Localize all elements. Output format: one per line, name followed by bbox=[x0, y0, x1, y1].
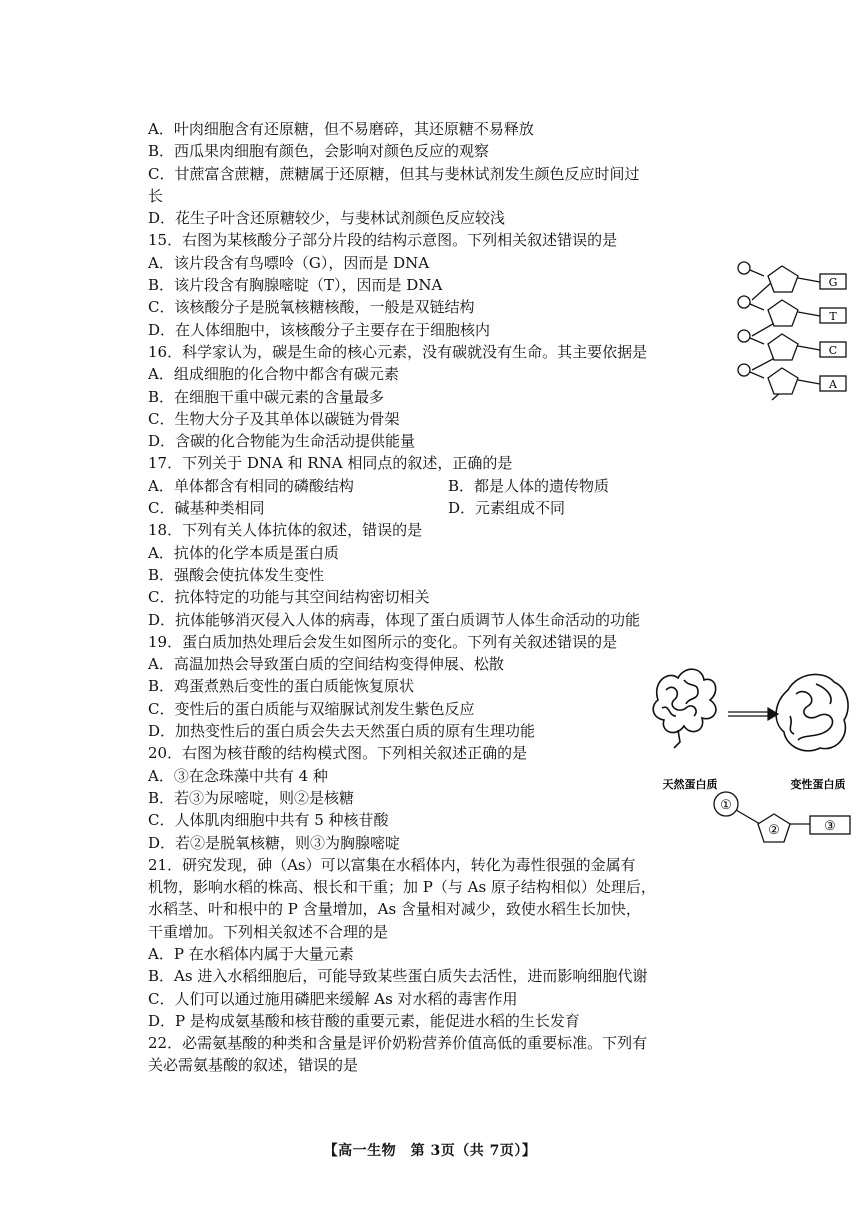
text-line: C．抗体特定的功能与其空间结构密切相关 bbox=[148, 588, 430, 607]
text-line: B．As 进入水稻细胞后，可能导致某些蛋白质失去活性，进而影响细胞代谢 bbox=[148, 967, 648, 986]
text-line: A．③在念珠藻中共有 4 种 bbox=[148, 766, 328, 785]
text-line: 长 bbox=[148, 186, 164, 205]
base-label: A bbox=[829, 378, 837, 391]
page-footer: 【高一生物 第 3页（共 7页）】 bbox=[323, 1143, 537, 1159]
phosphate-label: ① bbox=[720, 798, 732, 813]
text-line: D．若②是脱氧核糖，则③为胸腺嘧啶 bbox=[148, 833, 401, 852]
option: B．都是人体的遗传物质 bbox=[448, 476, 610, 495]
text-line: A．抗体的化学本质是蛋白质 bbox=[148, 543, 339, 562]
text-line: B．若③为尿嘧啶，则②是核糖 bbox=[148, 788, 355, 807]
text-line: D．含碳的化合物能为生命活动提供能量 bbox=[148, 432, 416, 451]
question-20: 20．右图为核苷酸的结构模式图。下列相关叙述正确的是 bbox=[148, 744, 528, 763]
text-line: 关必需氨基酸的叙述，错误的是 bbox=[148, 1056, 359, 1075]
text-line: D．在人体细胞中，该核酸分子主要存在于细胞核内 bbox=[148, 320, 491, 339]
denatured-protein-icon bbox=[776, 674, 848, 750]
question-text bbox=[148, 118, 718, 1077]
text-line: C．人体肌肉细胞中共有 5 种核苷酸 bbox=[148, 811, 389, 830]
text-line: 机物，影响水稻的株高、根长和干重；加 P（与 As 原子结构相似）处理后， bbox=[148, 878, 656, 897]
sugar-label: ② bbox=[768, 823, 780, 838]
q17-options-row bbox=[148, 497, 718, 519]
nucleic-acid-diagram bbox=[732, 252, 854, 412]
text-line: C．该核酸分子是脱氧核糖核酸，一般是双链结构 bbox=[148, 298, 475, 317]
text-line: D．抗体能够消灭侵入人体的病毒，体现了蛋白质调节人体生命活动的功能 bbox=[148, 610, 641, 629]
nucleotide-unit bbox=[738, 262, 846, 292]
text-line: B．在细胞干重中碳元素的含量最多 bbox=[148, 387, 385, 406]
base-label: ③ bbox=[824, 819, 836, 834]
text-line: 干重增加。下列相关叙述不合理的是 bbox=[148, 922, 389, 941]
question-16: 16．科学家认为，碳是生命的核心元素，没有碳就没有生命。其主要依据是 bbox=[148, 342, 648, 361]
arrow-icon bbox=[728, 708, 778, 720]
native-protein-icon bbox=[653, 669, 716, 748]
text-line: B．该片段含有胸腺嘧啶（T），因而是 DNA bbox=[148, 276, 443, 295]
question-15: 15．右图为某核酸分子部分片段的结构示意图。下列相关叙述错误的是 bbox=[148, 231, 618, 250]
text-line: C．甘蔗富含蔗糖，蔗糖属于还原糖，但其与斐林试剂发生颜色反应时间过 bbox=[148, 164, 640, 183]
text-line: D．花生子叶含还原糖较少，与斐林试剂颜色反应较浅 bbox=[148, 209, 506, 228]
nucleotide-diagram bbox=[712, 790, 856, 852]
base-label: T bbox=[829, 310, 837, 323]
question-18: 18．下列有关人体抗体的叙述，错误的是 bbox=[148, 521, 423, 540]
text-line: A．组成细胞的化合物中都含有碳元素 bbox=[148, 365, 399, 384]
text-line: B．强酸会使抗体发生变性 bbox=[148, 565, 325, 584]
nucleotide-unit bbox=[738, 296, 846, 326]
text-line: D．P 是构成氨基酸和核苷酸的重要元素，能促进水稻的生长发育 bbox=[148, 1011, 580, 1030]
q17-options-row bbox=[148, 475, 718, 497]
text-line: C．人们可以通过施用磷肥来缓解 As 对水稻的毒害作用 bbox=[148, 989, 518, 1008]
option: A．单体都含有相同的磷酸结构 bbox=[148, 476, 354, 495]
text-line: B．鸡蛋煮熟后变性的蛋白质能恢复原状 bbox=[148, 677, 415, 696]
option: C．碱基种类相同 bbox=[148, 499, 265, 518]
text-line: C．生物大分子及其单体以碳链为骨架 bbox=[148, 409, 400, 428]
base-label: G bbox=[828, 276, 838, 289]
text-line: A．该片段含有鸟嘌呤（G），因而是 DNA bbox=[148, 253, 430, 272]
question-17: 17．下列关于 DNA 和 RNA 相同点的叙述，正确的是 bbox=[148, 454, 513, 473]
option: D．元素组成不同 bbox=[448, 499, 566, 518]
text-line: D．加热变性后的蛋白质会失去天然蛋白质的原有生理功能 bbox=[148, 722, 536, 741]
question-22: 22．必需氨基酸的种类和含量是评价奶粉营养价值高低的重要标准。下列有 bbox=[148, 1034, 648, 1053]
denatured-protein-label: 变性蛋白质 bbox=[790, 778, 846, 791]
text-line: 水稻茎、叶和根中的 P 含量增加，As 含量相对减少，致使水稻生长加快， bbox=[148, 900, 641, 919]
text-line: A．P 在水稻体内属于大量元素 bbox=[148, 944, 354, 963]
question-19: 19．蛋白质加热处理后会发生如图所示的变化。下列有关叙述错误的是 bbox=[148, 632, 618, 651]
protein-denaturation-diagram bbox=[648, 660, 856, 794]
text-line: A．高温加热会导致蛋白质的空间结构变得伸展、松散 bbox=[148, 655, 504, 674]
text-line: B．西瓜果肉细胞有颜色，会影响对颜色反应的观察 bbox=[148, 142, 490, 161]
base-label: C bbox=[828, 344, 838, 357]
native-protein-label: 天然蛋白质 bbox=[662, 778, 718, 791]
text-line: C．变性后的蛋白质能与双缩脲试剂发生紫色反应 bbox=[148, 699, 475, 718]
text-line: A．叶肉细胞含有还原糖，但不易磨碎，其还原糖不易释放 bbox=[148, 120, 534, 138]
question-21: 21．研究发现，砷（As）可以富集在水稻体内，转化为毒性很强的金属有 bbox=[148, 855, 636, 874]
